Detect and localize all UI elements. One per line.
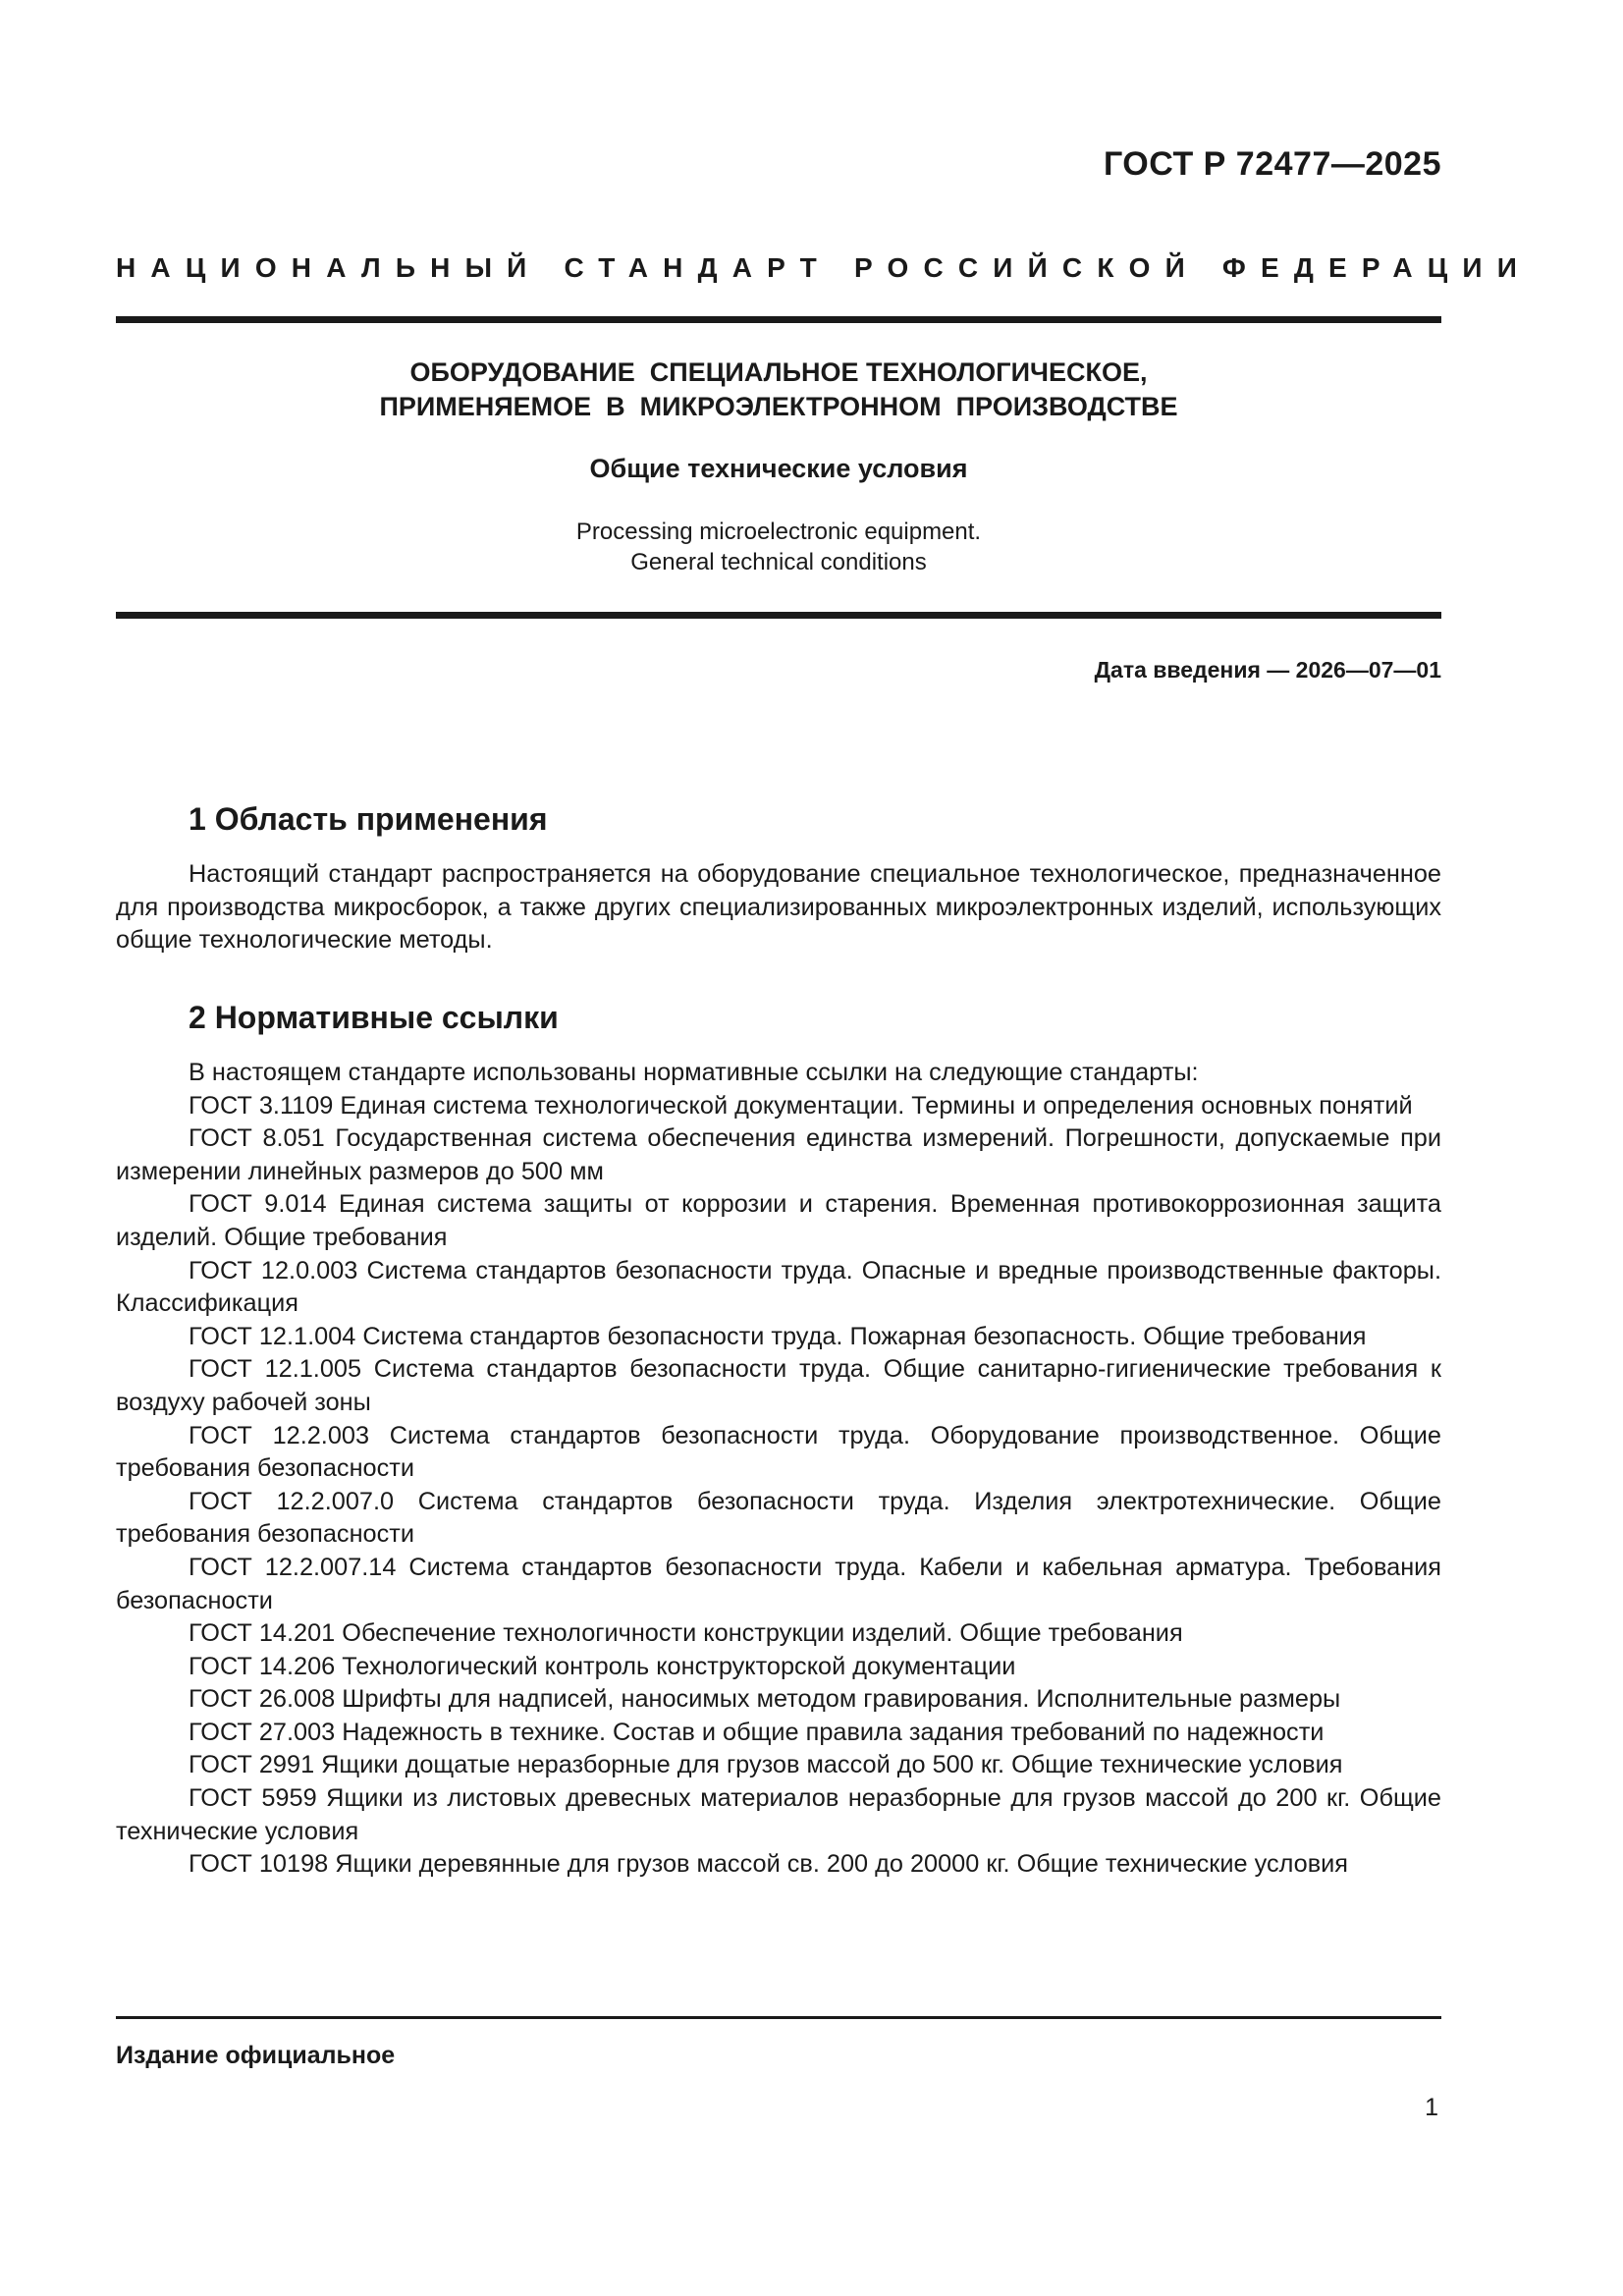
document-title — [116, 355, 1441, 424]
section-normative-references — [116, 1000, 1441, 1882]
section-heading: 2 Нормативные ссылки — [189, 1000, 559, 1035]
reference-item: ГОСТ 14.206 Технологический контроль конструкторской документации — [189, 1652, 1016, 1680]
reference-item: ГОСТ 14.201 Обеспечение технологичности конструкции изделий. Общие требования — [189, 1619, 1183, 1648]
title-line-1: ОБОРУДОВАНИЕ СПЕЦИАЛЬНОЕ ТЕХНОЛОГИЧЕСКОЕ, — [409, 357, 1148, 387]
reference-item: ГОСТ 26.008 Шрифты для надписей, наносимых методом гравирования. Исполнительные размеры — [189, 1685, 1341, 1714]
reference-item: ГОСТ 12.2.007.0 Система стандартов безопасности труда. Изделия электротехнические. Общие требования безопасности — [116, 1487, 1441, 1549]
section-heading: 1 Область применения — [189, 801, 548, 837]
section-paragraph: Настоящий стандарт распространяется на оборудование специальное технологическое, предназначенное для производства микросборок, а также других специализированных микроэлектронных изделий, использующих общие технологические методы. — [116, 860, 1441, 955]
national-standard-banner: НАЦИОНАЛЬНЫЙ СТАНДАРТ РОССИЙСКОЙ ФЕДЕРАЦИИ — [116, 252, 1533, 283]
reference-item: ГОСТ 2991 Ящики дощатые неразборные для грузов массой до 500 кг. Общие технические условия — [189, 1751, 1343, 1779]
reference-item: ГОСТ 9.014 Единая система защиты от коррозии и старения. Временная противокоррозионная защита изделий. Общие требования — [116, 1190, 1441, 1251]
reference-item: ГОСТ 10198 Ящики деревянные для грузов массой св. 200 до 20000 кг. Общие технические условия — [189, 1850, 1348, 1879]
reference-item: ГОСТ 12.0.003 Система стандартов безопасности труда. Опасные и вредные производственные факторы. Классификация — [116, 1256, 1441, 1318]
reference-item: ГОСТ 8.051 Государственная система обеспечения единства измерений. Погрешности, допускаемые при измерении линейных размеров до 500 мм — [116, 1124, 1441, 1185]
footer-divider — [116, 2016, 1441, 2019]
title-line-2: ПРИМЕНЯЕМОЕ В МИКРОЭЛЕКТРОННОМ ПРОИЗВОДСТВЕ — [379, 392, 1178, 421]
english-title-line-1: Processing microelectronic equipment. — [575, 519, 982, 545]
reference-item: ГОСТ 12.1.004 Система стандартов безопасности труда. Пожарная безопасность. Общие требования — [189, 1322, 1367, 1350]
references-intro: В настоящем стандарте использованы нормативные ссылки на следующие стандарты: — [189, 1059, 1199, 1086]
standard-designation: ГОСТ Р 72477—2025 — [1103, 145, 1441, 183]
reference-item: ГОСТ 12.2.003 Система стандартов безопасности труда. Оборудование производственное. Общие требования безопасности — [116, 1421, 1441, 1483]
reference-item: ГОСТ 5959 Ящики из листовых древесных материалов неразборные для грузов массой до 200 кг. Общие технические условия — [116, 1784, 1441, 1845]
english-title-line-2: General technical conditions — [630, 549, 927, 575]
top-divider — [116, 316, 1441, 323]
reference-item: ГОСТ 27.003 Надежность в технике. Состав и общие правила задания требований по надежности — [189, 1718, 1325, 1746]
section-scope — [116, 801, 1441, 957]
document-subtitle: Общие технические условия — [589, 454, 968, 483]
introduction-date: Дата введения — 2026—07—01 — [1094, 657, 1441, 683]
page-number: 1 — [1425, 2094, 1438, 2121]
reference-item: ГОСТ 12.2.007.14 Система стандартов безопасности труда. Кабели и кабельная арматура. Требования безопасности — [116, 1553, 1441, 1614]
reference-item: ГОСТ 3.1109 Единая система технологической документации. Термины и определения основных понятий — [189, 1091, 1413, 1120]
title-divider — [116, 612, 1441, 619]
reference-item: ГОСТ 12.1.005 Система стандартов безопасности труда. Общие санитарно-гигиенические требования к воздуху рабочей зоны — [116, 1355, 1441, 1416]
official-edition-label: Издание официальное — [116, 2042, 396, 2069]
english-title — [116, 517, 1441, 577]
